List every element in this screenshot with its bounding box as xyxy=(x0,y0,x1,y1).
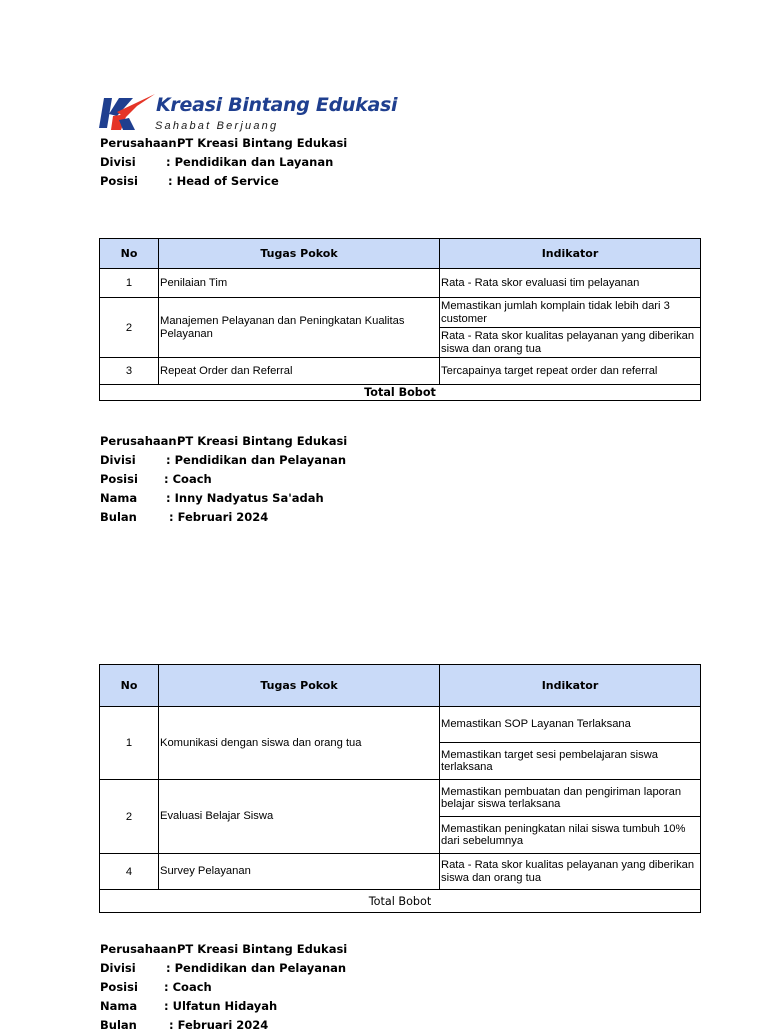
row-number: 1 xyxy=(100,269,159,298)
column-header-indicator: Indikator xyxy=(440,665,701,707)
row-indicator: Rata - Rata skor kualitas pelayanan yang diberikan siswa dan orang tua xyxy=(440,854,701,890)
logo-k-mark-icon xyxy=(99,92,157,136)
table-total-row xyxy=(100,890,701,913)
table-row xyxy=(100,269,701,298)
table-row xyxy=(100,780,701,817)
info-value: : Pendidikan dan Pelayanan xyxy=(166,961,347,975)
info-value: : Pendidikan dan Layanan xyxy=(166,155,334,169)
row-number: 2 xyxy=(100,780,159,854)
info-label: Divisi xyxy=(100,453,136,467)
table-row xyxy=(100,707,701,743)
table-header-row xyxy=(100,665,701,707)
info-value: PT Kreasi Bintang Edukasi xyxy=(177,136,348,150)
row-task: Survey Pelayanan xyxy=(159,854,440,890)
table-total-row xyxy=(100,385,701,401)
column-header-indicator: Indikator xyxy=(440,239,701,269)
row-indicator: Memastikan SOP Layanan Terlaksana xyxy=(440,707,701,743)
row-indicator: Memastikan peningkatan nilai siswa tumbuh 10% dari sebelumnya xyxy=(440,817,701,854)
column-header-task: Tugas Pokok xyxy=(159,239,440,269)
column-header-task: Tugas Pokok xyxy=(159,665,440,707)
info-label: Perusahaan: xyxy=(100,942,182,956)
info-label: Perusahaan: xyxy=(100,136,182,150)
info-value: : Pendidikan dan Pelayanan xyxy=(166,453,347,467)
row-task: Manajemen Pelayanan dan Peningkatan Kualitas Pelayanan xyxy=(159,298,440,358)
table-row xyxy=(100,854,701,890)
kpi-table-coach xyxy=(99,664,701,913)
row-indicator: Memastikan pembuatan dan pengiriman laporan belajar siswa terlaksana xyxy=(440,780,701,817)
logo-brand-text: Kreasi Bintang Edukasi xyxy=(156,94,398,116)
info-value: : Februari 2024 xyxy=(169,1018,269,1032)
logo-tagline: Sahabat Berjuang xyxy=(155,120,279,132)
company-logo xyxy=(99,92,398,136)
info-value: : Coach xyxy=(164,472,212,486)
info-label: Posisi xyxy=(100,174,138,188)
info-value: PT Kreasi Bintang Edukasi xyxy=(177,434,348,448)
info-label: Divisi xyxy=(100,961,136,975)
row-task: Penilaian Tim xyxy=(159,269,440,298)
table-row xyxy=(100,298,701,328)
row-number: 4 xyxy=(100,854,159,890)
info-value: : Head of Service xyxy=(168,174,279,188)
info-label: Divisi xyxy=(100,155,136,169)
row-task: Evaluasi Belajar Siswa xyxy=(159,780,440,854)
row-number: 2 xyxy=(100,298,159,358)
column-header-no: No xyxy=(100,665,159,707)
total-weight-label: Total Bobot xyxy=(100,385,701,401)
row-indicator: Tercapainya target repeat order dan referral xyxy=(440,358,701,385)
row-task: Repeat Order dan Referral xyxy=(159,358,440,385)
table-row xyxy=(100,358,701,385)
info-value: : Coach xyxy=(164,980,212,994)
column-header-no: No xyxy=(100,239,159,269)
info-label: Bulan xyxy=(100,1018,137,1032)
info-value: : Ulfatun Hidayah xyxy=(164,999,278,1013)
info-label: Bulan xyxy=(100,510,137,524)
info-value: : Februari 2024 xyxy=(169,510,269,524)
info-label: Nama xyxy=(100,491,138,505)
info-value: PT Kreasi Bintang Edukasi xyxy=(177,942,348,956)
row-task: Komunikasi dengan siswa dan orang tua xyxy=(159,707,440,780)
info-label: Perusahaan: xyxy=(100,434,182,448)
row-indicator: Memastikan jumlah komplain tidak lebih dari 3 customer xyxy=(440,298,701,328)
info-label: Posisi xyxy=(100,472,138,486)
row-indicator: Rata - Rata skor kualitas pelayanan yang diberikan siswa dan orang tua xyxy=(440,328,701,358)
total-weight-label: Total Bobot xyxy=(100,890,701,913)
info-value: : Inny Nadyatus Sa'adah xyxy=(166,491,324,505)
row-indicator: Rata - Rata skor evaluasi tim pelayanan xyxy=(440,269,701,298)
info-label: Nama xyxy=(100,999,138,1013)
row-number: 1 xyxy=(100,707,159,780)
table-header-row xyxy=(100,239,701,269)
info-label: Posisi xyxy=(100,980,138,994)
row-number: 3 xyxy=(100,358,159,385)
row-indicator: Memastikan target sesi pembelajaran siswa terlaksana xyxy=(440,743,701,780)
kpi-table-head-of-service xyxy=(99,238,701,401)
